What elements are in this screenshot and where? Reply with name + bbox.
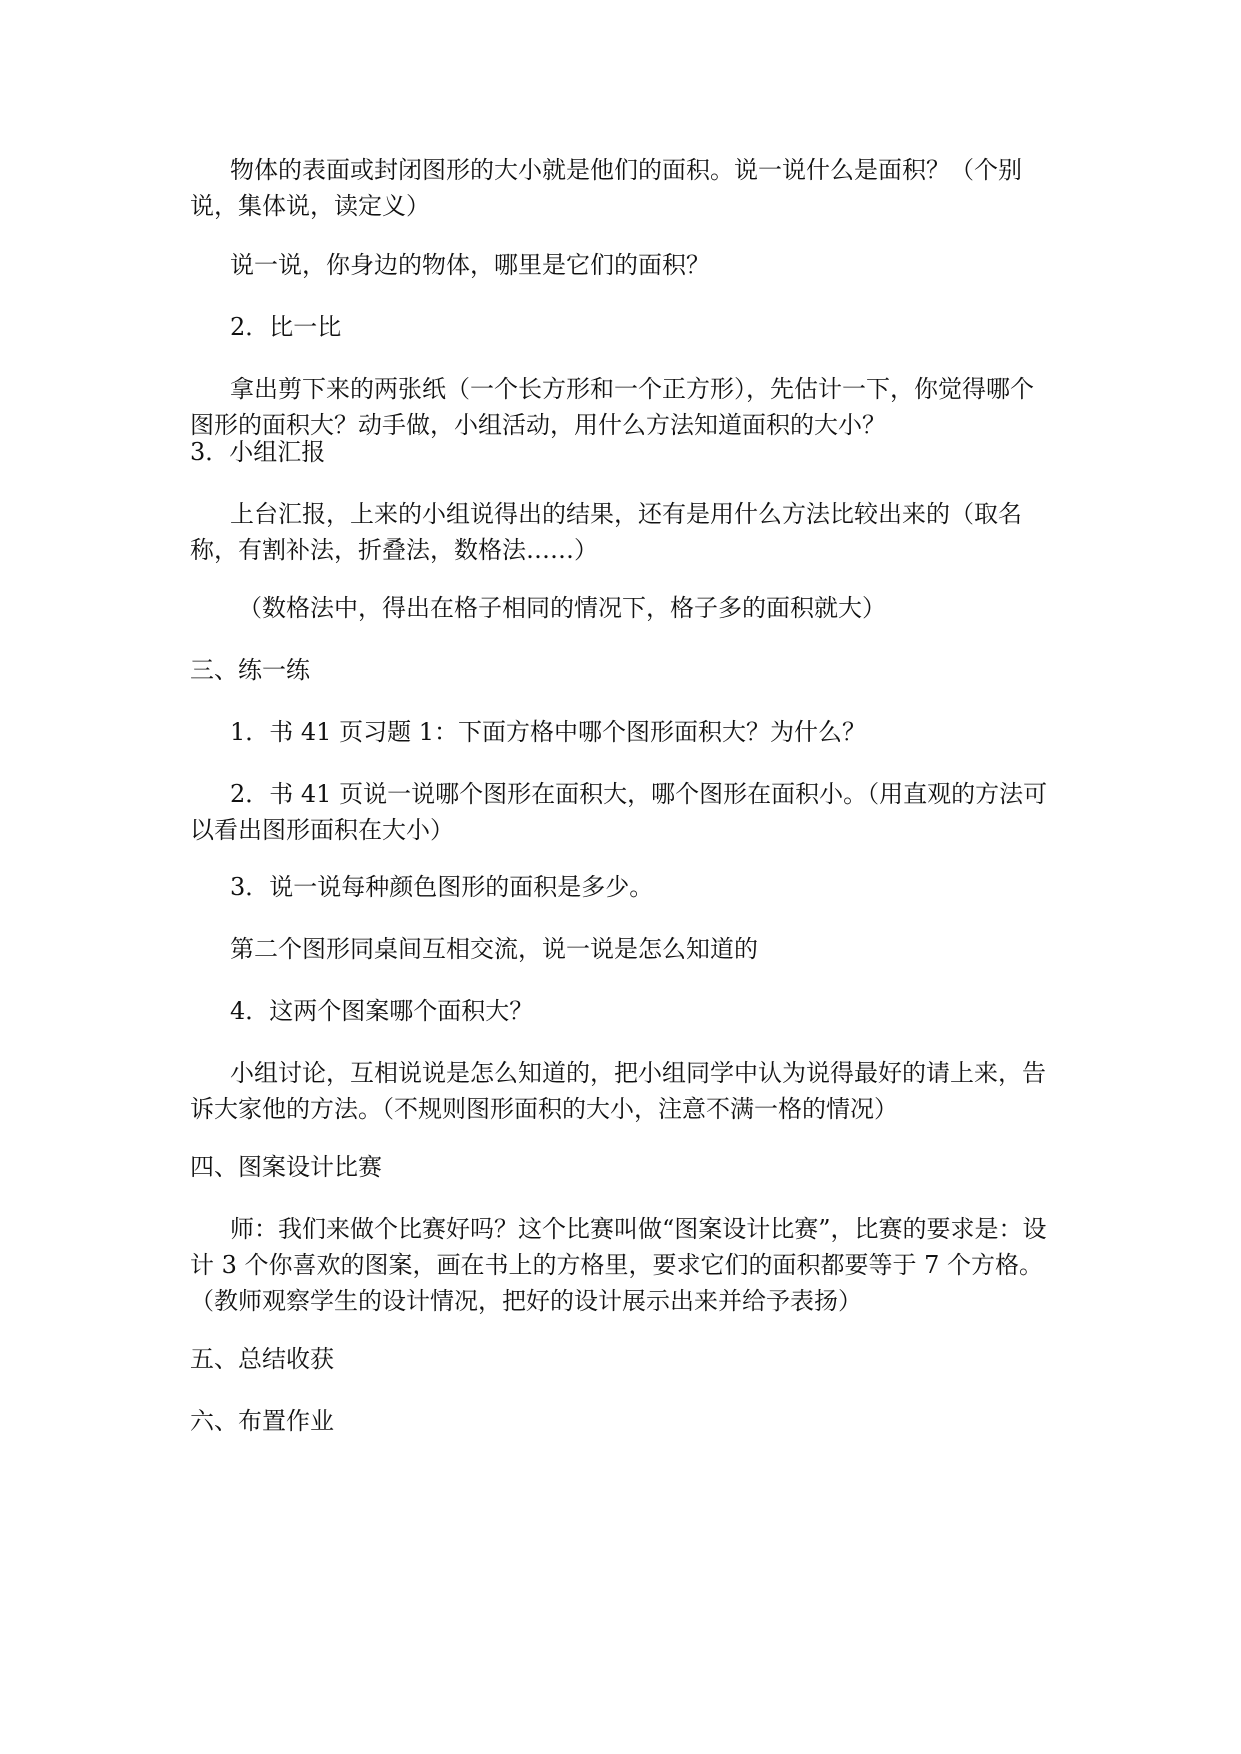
- section-heading-practice: 三、练一练: [190, 656, 310, 684]
- paragraph-compare-papers: 拿出剪下来的两张纸（一个长方形和一个正方形），先估计一下，你觉得哪个图形的面积大？动手做，小组活动，用什么方法知道面积的大小？: [190, 375, 1034, 439]
- paragraph-group-discussion: 小组讨论，互相说说是怎么知道的，把小组同学中认为说得最好的请上来，告诉大家他的方法。（不规则图形面积的大小，注意不满一格的情况）: [190, 1059, 1046, 1123]
- paragraph-say-surroundings: 说一说，你身边的物体，哪里是它们的面积？: [230, 251, 710, 279]
- section-heading-summary: 五、总结收获: [190, 1345, 334, 1373]
- section-heading-design-contest: 四、图案设计比赛: [190, 1153, 382, 1181]
- paragraph-exercise-2: 2．书 41 页说一说哪个图形在面积大，哪个图形在面积小。（用直观的方法可以看出图形面积在大小）: [190, 780, 1048, 844]
- paragraph-grid-method: （数格法中，得出在格子相同的情况下，格子多的面积就大）: [238, 594, 886, 622]
- paragraph-contest-rules: 师：我们来做个比赛好吗？这个比赛叫做“图案设计比赛”，比赛的要求是：设计 3 个你喜欢的图案，画在书上的方格里，要求它们的面积都要等于 7 个方格。（教师观察学生的设计情况，把好的设计展示出来并给予表扬）: [190, 1215, 1047, 1315]
- paragraph-exercise-3: 3．说一说每种颜色图形的面积是多少。: [230, 873, 654, 901]
- paragraph-exercise-1: 1．书 41 页习题 1：下面方格中哪个图形面积大？为什么？: [230, 718, 866, 746]
- paragraph-step-3: 3．小组汇报: [190, 438, 326, 466]
- paragraph-exercise-4: 4．这两个图案哪个面积大？: [230, 997, 534, 1025]
- paragraph-step-2: 2．比一比: [230, 313, 342, 341]
- paragraph-second-figure: 第二个图形同桌间互相交流，说一说是怎么知道的: [230, 935, 758, 963]
- section-heading-homework: 六、布置作业: [190, 1407, 334, 1435]
- paragraph-group-report: 上台汇报，上来的小组说得出的结果，还有是用什么方法比较出来的（取名称，有割补法，折叠法，数格法……）: [190, 500, 1022, 564]
- paragraph-area-definition: 物体的表面或封闭图形的大小就是他们的面积。说一说什么是面积？（个别说，集体说，读定义）: [190, 156, 1022, 220]
